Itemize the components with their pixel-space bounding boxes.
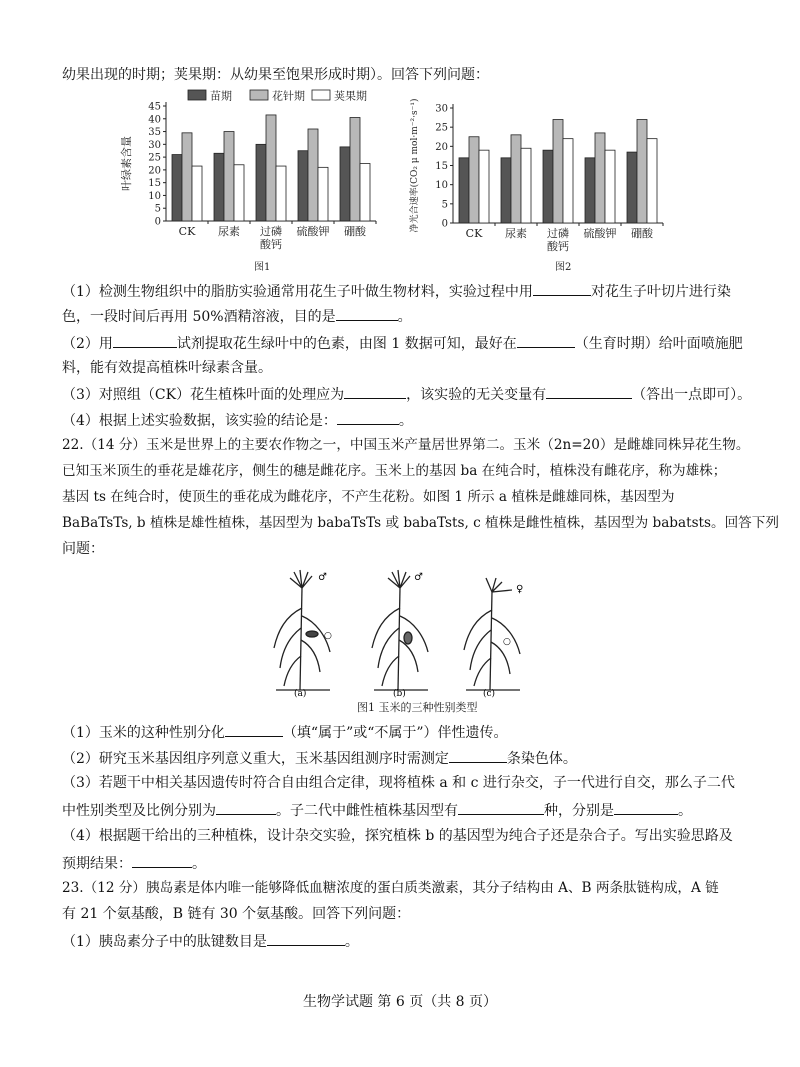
y-tick-label: 35 [148, 127, 161, 139]
bar-苗期-硫酸钾 [585, 158, 595, 223]
q23-part1 [62, 931, 359, 951]
q21-part3 [62, 384, 751, 404]
answer-blank[interactable] [517, 333, 575, 348]
plant-c-label: (c) [483, 689, 496, 698]
q23-p1-text-a: （1）胰岛素分子中的肽键数目是 [62, 934, 267, 950]
answer-blank[interactable] [267, 931, 345, 946]
x-tick-label: 尿素 [218, 225, 240, 238]
maize-illustration [250, 568, 550, 698]
bar-荚果期-硼酸 [360, 164, 370, 222]
bar-苗期-CK [172, 155, 182, 221]
x-tick-label: 硫酸钾 [296, 225, 330, 238]
bar-荚果期-硫酸钾 [605, 150, 615, 223]
answer-blank[interactable] [216, 800, 276, 815]
x-tick-label-line2: 酸钙 [260, 238, 282, 251]
y-tick-label: 40 [148, 114, 161, 126]
plant-a-label: (a) [294, 689, 307, 698]
q22-p1-text-a: （1）玉米的这种性别分化 [62, 725, 225, 741]
bar-花针期-硼酸 [350, 118, 360, 222]
bar-花针期-硫酸钾 [308, 129, 318, 221]
q22-p3-text-c: 。子二代中雌性植株基因型有 [276, 803, 458, 819]
x-tick-label: 过磷 [547, 227, 569, 240]
answer-blank[interactable] [533, 281, 591, 296]
bar-花针期-尿素 [511, 135, 521, 223]
legend-swatch-花针期 [250, 90, 268, 100]
answer-blank[interactable] [344, 384, 406, 399]
bar-苗期-硫酸钾 [298, 151, 308, 221]
y-tick-label: 30 [435, 103, 448, 115]
y-tick-label: 45 [148, 101, 161, 113]
q21-p2-text-b: 试剂提取花生绿叶中的色素，由图 1 数据可知，最好在 [176, 336, 517, 352]
x-tick-label: 过磷 [260, 225, 282, 238]
page-footer: 生物学试题 第 6 页（共 8 页） [302, 994, 498, 1010]
y-tick-label: 20 [435, 141, 448, 153]
bar-苗期-CK [459, 158, 469, 223]
x-tick-label-line2: 酸钙 [547, 240, 569, 253]
x-tick-label: 硼酸 [631, 227, 653, 240]
q21-p2-text-d: 料，能有效提高植株叶绿素含量。 [62, 360, 272, 376]
bar-花针期-CK [469, 137, 479, 223]
y-tick-label: 15 [435, 161, 448, 172]
q21-p1-text-b: 对花生子叶切片进行染 [590, 284, 731, 300]
y-tick-label: 25 [435, 122, 448, 134]
bar-花针期-尿素 [224, 132, 234, 221]
plant-b-male-symbol: ♂ [414, 572, 423, 583]
plant-c [464, 578, 520, 690]
q21-p1-text-d: 。 [397, 309, 412, 325]
answer-blank[interactable] [546, 384, 632, 399]
q21-part2-line2 [62, 359, 272, 377]
x-tick-label: 尿素 [505, 227, 527, 240]
q22-part2 [62, 748, 577, 768]
q23-p1-text-b: 。 [344, 934, 359, 950]
bar-荚果期-尿素 [521, 148, 531, 223]
y-tick-label: 10 [435, 180, 448, 192]
q23-stem-line1: 23.（12 分）胰岛素是体内唯一能够降低血糖浓度的蛋白质类激素，其分子结构由 A、B 两条肽链构成，A 链 [62, 880, 719, 896]
q22-part4-line2 [62, 853, 206, 873]
bar-荚果期-过磷酸钙 [563, 139, 573, 223]
figure-1-chart [120, 86, 380, 256]
q22-part3-line2 [62, 800, 692, 820]
maize-figure-caption: 图1 玉米的三种性别类型 [357, 701, 478, 714]
q22-part4-line1: （4）根据题干给出的三种植株，设计杂交实验，探究植株 b 的基因型为纯合子还是杂合子。写出实验思路及 [62, 828, 733, 844]
y-tick-label: 30 [148, 139, 161, 151]
q22-p4-text-b: 预期结果： [62, 856, 132, 872]
q22-p4-text-c: 。 [192, 856, 206, 872]
bar-荚果期-CK [192, 166, 202, 221]
q21-part1-line1 [62, 281, 731, 301]
bar-苗期-尿素 [214, 153, 224, 221]
q22-stem-line1: 22.（14 分）玉米是世界上的主要农作物之一，中国玉米产量居世界第二。玉米（2n=20）是雌雄同株异花生物。 [62, 437, 750, 453]
bar-荚果期-硼酸 [647, 139, 657, 223]
bar-苗期-尿素 [501, 158, 511, 223]
q22-stem-line4: BaBaTsTs, b 植株是雄性植株，基因型为 babaTsTs 或 babaTsts, c 植株是雌性植株，基因型为 babatsts。回答下列 [62, 515, 779, 531]
bar-荚果期-尿素 [234, 165, 244, 221]
plant-b [372, 570, 428, 690]
plant-a-male-symbol: ♂ [318, 572, 327, 583]
plant-a [274, 570, 330, 690]
bar-荚果期-CK [479, 150, 489, 223]
bar-荚果期-过磷酸钙 [276, 166, 286, 221]
bar-花针期-CK [182, 133, 192, 221]
q21-p3-text-c: （答出一点即可）。 [632, 387, 752, 403]
q22-p3-text-e: 。 [678, 803, 692, 819]
answer-blank[interactable] [337, 410, 399, 425]
y-axis-label: 净光合速率(CO₂ μ mol·m⁻²·s⁻¹) [410, 98, 420, 233]
q22-stem-line5: 问题： [62, 541, 104, 557]
y-tick-label: 0 [441, 218, 448, 230]
q22-p3-text-d: 种，分别是 [544, 803, 614, 819]
q21-part1-line2 [62, 306, 412, 326]
y-tick-label: 10 [148, 190, 161, 202]
q22-part3-line1: （3）若题干中相关基因遗传时符合自由组合定律，现将植株 a 和 c 进行杂交，子一代进行自交，那么子二代 [62, 775, 735, 791]
q21-p4-text-a: （4）根据上述实验数据，该实验的结论是： [62, 413, 337, 429]
q21-p2-text-a: （2）用 [62, 336, 113, 352]
figure-2-chart [405, 86, 670, 256]
answer-blank[interactable] [458, 800, 544, 815]
plant-a-female-marker: ○ [324, 631, 332, 641]
answer-blank[interactable] [336, 306, 398, 321]
q21-p2-text-c: （生育时期）给叶面喷施肥 [574, 336, 743, 352]
q22-p2-text-a: （2）研究玉米基因组序列意义重大，玉米基因组测序时需测定 [62, 751, 449, 767]
y-tick-label: 5 [154, 203, 161, 215]
x-tick-label: CK [465, 227, 483, 240]
q21-part4 [62, 410, 413, 430]
x-tick-label: CK [178, 225, 196, 238]
bar-苗期-硼酸 [627, 152, 637, 223]
legend-swatch-苗期 [188, 90, 206, 100]
q21-p3-text-b: ，该实验的无关变量有 [406, 387, 547, 403]
bar-苗期-过磷酸钙 [256, 144, 266, 221]
q21-p3-text-a: （3）对照组（CK）花生植株叶面的处理应为 [62, 387, 345, 403]
figure-1-caption: 图1 [254, 262, 271, 273]
q21-p1-text-c: 色，一段时间后再用 50%酒精溶液，目的是 [62, 309, 336, 325]
y-axis-label: 叶绿素含量 [120, 136, 133, 191]
bar-苗期-过磷酸钙 [543, 150, 553, 223]
intro-line: 幼果出现的时期；荚果期：从幼果至饱果形成时期）。回答下列问题： [62, 67, 489, 83]
bar-花针期-硫酸钾 [595, 133, 605, 223]
answer-blank[interactable] [132, 853, 192, 868]
q22-part1 [62, 722, 508, 742]
bar-苗期-硼酸 [340, 147, 350, 221]
legend-label: 荚果期 [334, 89, 367, 103]
q22-p1-text-b: （填“属于”或“不属于”）伴性遗传。 [282, 725, 508, 741]
y-tick-label: 25 [148, 152, 161, 164]
y-tick-label: 5 [441, 199, 448, 211]
bar-花针期-过磷酸钙 [266, 115, 276, 221]
answer-blank[interactable] [113, 333, 177, 348]
q22-p3-text-b: 中性别类型及比例分别为 [62, 803, 216, 819]
y-tick-label: 20 [148, 165, 161, 177]
x-tick-label: 硼酸 [344, 225, 366, 238]
q22-stem-line2: 已知玉米顶生的垂花是雄花序，侧生的穗是雌花序。玉米上的基因 ba 在纯合时，植株没有雌花序，称为雄株； [62, 463, 727, 479]
q23-stem-line2: 有 21 个氨基酸，B 链有 30 个氨基酸。回答下列问题： [62, 906, 411, 922]
answer-blank[interactable] [449, 748, 507, 763]
x-tick-label: 硫酸钾 [583, 227, 617, 240]
plant-c-female-symbol: ♀ [516, 584, 524, 595]
figure-2-caption: 图2 [555, 262, 572, 273]
q21-p1-text-a: （1）检测生物组织中的脂肪实验通常用花生子叶做生物材料，实验过程中用 [62, 284, 533, 300]
plant-b-label: (b) [393, 689, 406, 698]
q21-p4-text-b: 。 [398, 413, 413, 429]
y-tick-label: 15 [148, 178, 161, 190]
bar-花针期-硼酸 [637, 120, 647, 224]
legend-label: 苗期 [210, 89, 232, 103]
q21-part2-line1 [62, 333, 743, 353]
answer-blank[interactable] [225, 722, 283, 737]
answer-blank[interactable] [614, 800, 678, 815]
bar-荚果期-硫酸钾 [318, 167, 328, 221]
plant-c-female-marker: ○ [503, 637, 511, 647]
q22-p2-text-b: 条染色体。 [506, 751, 577, 767]
legend-swatch-荚果期 [312, 90, 330, 100]
legend-label: 花针期 [272, 89, 305, 103]
y-tick-label: 0 [154, 216, 161, 228]
bar-花针期-过磷酸钙 [553, 120, 563, 224]
q22-stem-line3: 基因 ts 在纯合时，使顶生的垂花成为雌花序，不产生花粉。如图 1 所示 a 植株是雌雄同株，基因型为 [62, 489, 675, 505]
